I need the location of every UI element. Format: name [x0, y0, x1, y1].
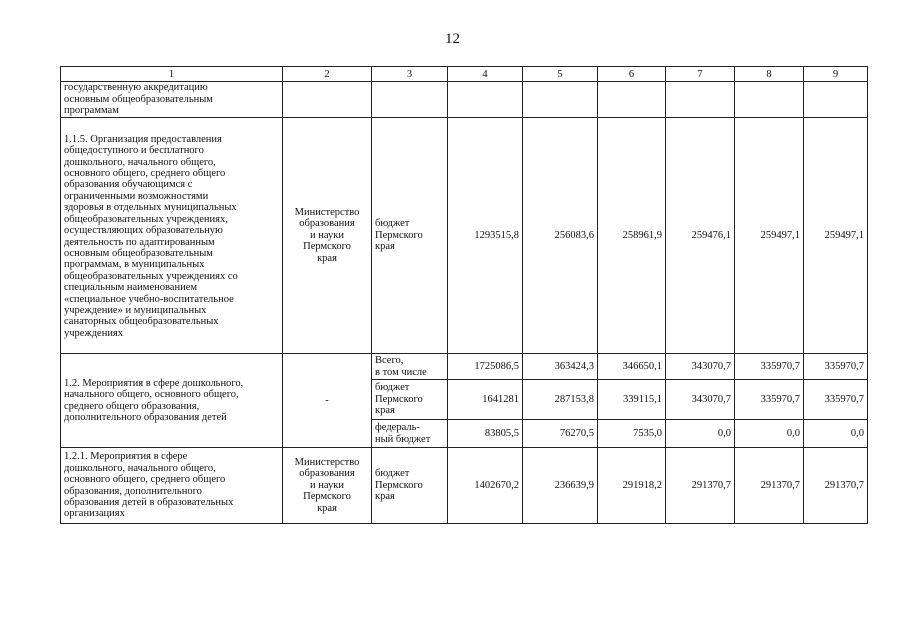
value-cell: 0,0	[666, 420, 735, 448]
activity-description: государственную аккредитацию основным общеобразовательным программам	[61, 82, 283, 118]
value-cell: 1293515,8	[448, 118, 523, 354]
executor-cell: Министерство образования и науки Пермского края	[283, 118, 372, 354]
value-cell: 291370,7	[666, 448, 735, 524]
column-number: 7	[666, 67, 735, 82]
table-row-1-2-1	[61, 448, 868, 524]
budget-table	[60, 66, 868, 524]
value-cell: 339115,1	[598, 380, 666, 420]
value-cell: 335970,7	[735, 354, 804, 380]
column-number: 9	[804, 67, 868, 82]
value-cell: 0,0	[735, 420, 804, 448]
funding-source: бюджет Пермского края	[372, 380, 448, 420]
value-cell: 258961,9	[598, 118, 666, 354]
value-cell: 259497,1	[804, 118, 868, 354]
value-cell: 1725086,5	[448, 354, 523, 380]
value-cell: 291370,7	[735, 448, 804, 524]
column-number: 4	[448, 67, 523, 82]
value-cell: 335970,7	[804, 354, 868, 380]
funding-source: бюджет Пермского края	[372, 118, 448, 354]
column-number: 8	[735, 67, 804, 82]
value-cell: 259476,1	[666, 118, 735, 354]
value-cell: 291370,7	[804, 448, 868, 524]
activity-description: 1.1.5. Организация предоставления общедоступного и бесплатного дошкольного, начального общего, основного общего, среднего общего образования обучающимся с ограниченными возможностями здоровья в отдельных муниципальных общеобразовательных учреждениях, осуществляющих образовательную деятельность по адаптированным основным общеобразовательным программам, в муниципальных общеобразовательных учреждениях со специальным наименованием «специальное учебно-воспитательное учреждение» и муниципальных санаторных общеобразовательных учреждениях	[61, 118, 283, 354]
funding-source: бюджет Пермского края	[372, 448, 448, 524]
column-number-row	[61, 67, 868, 82]
page-number: 12	[445, 31, 460, 47]
value-cell: 335970,7	[804, 380, 868, 420]
value-cell: 7535,0	[598, 420, 666, 448]
table-row-accreditation	[61, 82, 868, 118]
column-number: 2	[283, 67, 372, 82]
funding-source: Всего, в том числе	[372, 354, 448, 380]
value-cell: 1641281	[448, 380, 523, 420]
value-cell: 259497,1	[735, 118, 804, 354]
value-cell: 363424,3	[523, 354, 598, 380]
executor-cell: Министерство образования и науки Пермского края	[283, 448, 372, 524]
value-cell: 0,0	[804, 420, 868, 448]
value-cell: 76270,5	[523, 420, 598, 448]
column-number: 5	[523, 67, 598, 82]
funding-source: федераль- ный бюджет	[372, 420, 448, 448]
column-number: 3	[372, 67, 448, 82]
table-row-1-1-5	[61, 118, 868, 354]
value-cell: 83805,5	[448, 420, 523, 448]
value-cell: 343070,7	[666, 380, 735, 420]
column-number: 6	[598, 67, 666, 82]
activity-description: 1.2. Мероприятия в сфере дошкольного, начального общего, основного общего, среднего общего образования, дополнительного образования детей	[61, 354, 283, 448]
value-cell: 256083,6	[523, 118, 598, 354]
activity-description: 1.2.1. Мероприятия в сфере дошкольного, начального общего, основного общего, среднего общего образования, дополнительного образования детей в образовательных организациях	[61, 448, 283, 524]
value-cell: 343070,7	[666, 354, 735, 380]
value-cell: 346650,1	[598, 354, 666, 380]
value-cell: 1402670,2	[448, 448, 523, 524]
value-cell: 287153,8	[523, 380, 598, 420]
value-cell: 335970,7	[735, 380, 804, 420]
value-cell: 291918,2	[598, 448, 666, 524]
value-cell: 236639,9	[523, 448, 598, 524]
column-number: 1	[61, 67, 283, 82]
table-row-1-2-total	[61, 354, 868, 380]
executor-cell: -	[283, 354, 372, 448]
